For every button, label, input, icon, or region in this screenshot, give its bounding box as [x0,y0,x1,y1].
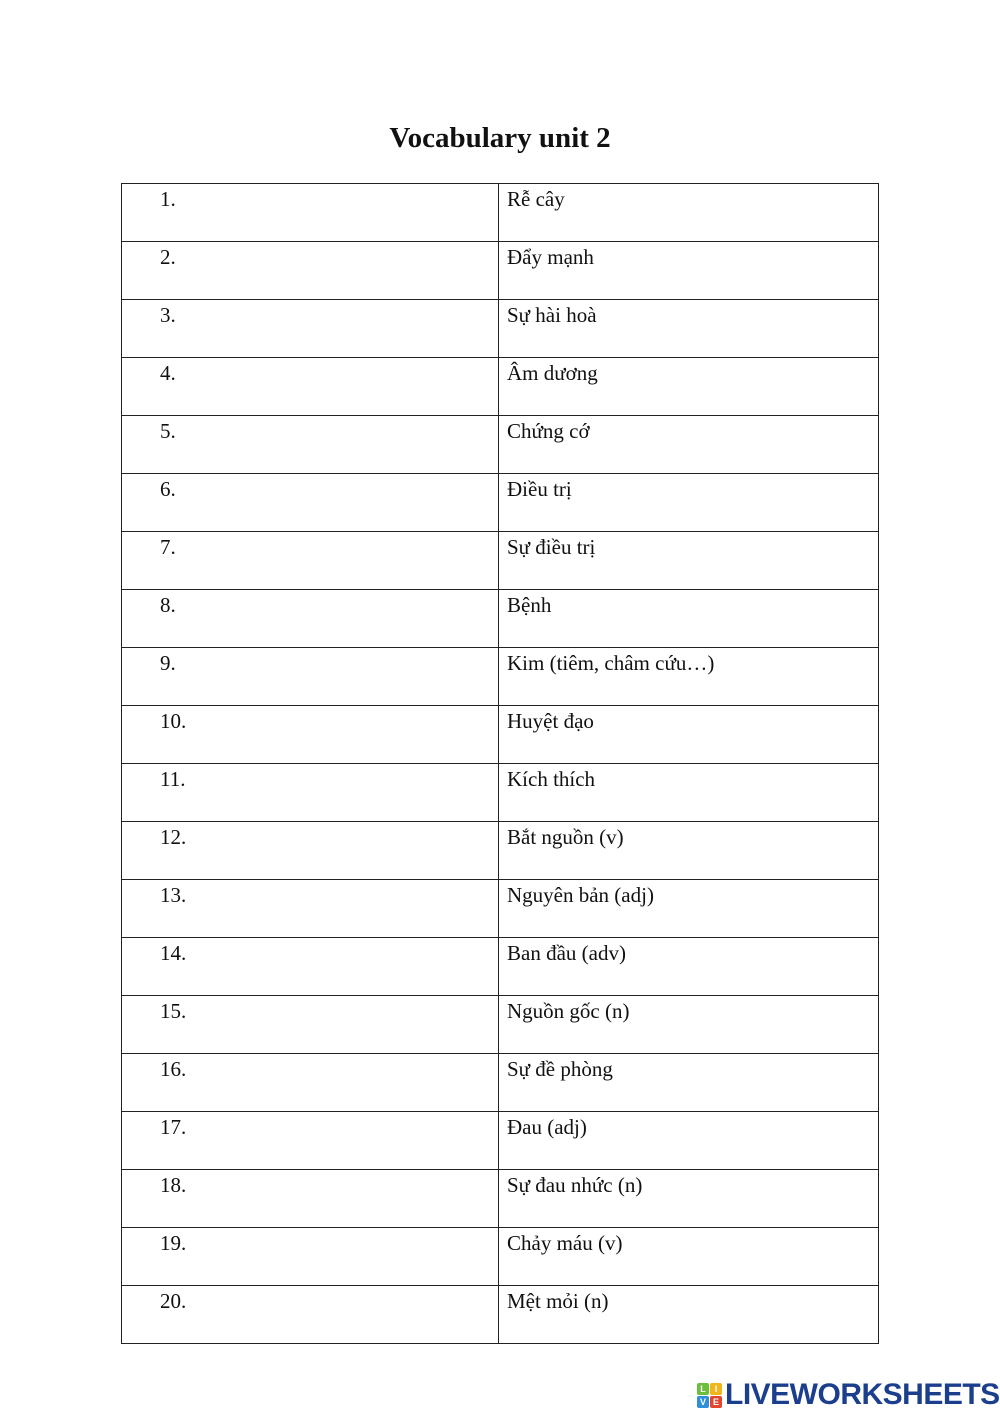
answer-cell[interactable] [122,880,499,938]
vietnamese-term: Đau (adj) [499,1112,879,1170]
row-number: 20. [160,1289,187,1313]
vietnamese-term: Bắt nguồn (v) [499,822,879,880]
row-number: 10. [160,709,187,733]
table-row [122,416,879,474]
vietnamese-term: Kim (tiêm, châm cứu…) [499,648,879,706]
row-number: 18. [160,1173,187,1197]
vietnamese-term: Sự điều trị [499,532,879,590]
answer-cell[interactable] [122,300,499,358]
row-number: 15. [160,999,187,1023]
table-row [122,880,879,938]
answer-cell[interactable] [122,474,499,532]
logo-cube-e: E [710,1396,722,1408]
table-row [122,532,879,590]
vietnamese-term: Sự hài hoà [499,300,879,358]
table-row [122,242,879,300]
row-number: 12. [160,825,187,849]
table-row [122,938,879,996]
table-row [122,358,879,416]
logo-cube-i: I [710,1383,722,1395]
table-row [122,184,879,242]
answer-cell[interactable] [122,1286,499,1344]
answer-cell[interactable] [122,822,499,880]
answer-cell[interactable] [122,1054,499,1112]
answer-cell[interactable] [122,764,499,822]
answer-cell[interactable] [122,648,499,706]
row-number: 8. [160,593,176,617]
answer-cell[interactable] [122,706,499,764]
logo-cube-icon [697,1383,722,1408]
row-number: 9. [160,651,176,675]
vietnamese-term: Sự đau nhức (n) [499,1170,879,1228]
table-row [122,474,879,532]
table-row [122,1286,879,1344]
table-row [122,1054,879,1112]
vocabulary-table [121,183,879,1344]
vietnamese-term: Mệt mỏi (n) [499,1286,879,1344]
row-number: 11. [160,767,186,791]
table-row [122,996,879,1054]
vietnamese-term: Đẩy mạnh [499,242,879,300]
page-title: Vocabulary unit 2 [389,122,611,154]
table-row [122,1228,879,1286]
vietnamese-term: Điều trị [499,474,879,532]
vietnamese-term: Bệnh [499,590,879,648]
row-number: 14. [160,941,187,965]
row-number: 7. [160,535,176,559]
row-number: 13. [160,883,187,907]
vietnamese-term: Chảy máu (v) [499,1228,879,1286]
table-row [122,822,879,880]
row-number: 19. [160,1231,187,1255]
vietnamese-term: Ban đầu (adv) [499,938,879,996]
table-row [122,300,879,358]
answer-cell[interactable] [122,1170,499,1228]
answer-cell[interactable] [122,358,499,416]
row-number: 1. [160,187,176,211]
answer-cell[interactable] [122,242,499,300]
vietnamese-term: Nguồn gốc (n) [499,996,879,1054]
table-row [122,764,879,822]
vietnamese-term: Kích thích [499,764,879,822]
logo-cube-l: L [697,1383,709,1395]
table-row [122,1170,879,1228]
table-row [122,1112,879,1170]
row-number: 17. [160,1115,187,1139]
answer-cell[interactable] [122,996,499,1054]
logo-text: LIVEWORKSHEETS [725,1378,1000,1411]
vietnamese-term: Rễ cây [499,184,879,242]
row-number: 5. [160,419,176,443]
row-number: 3. [160,303,176,327]
row-number: 2. [160,245,176,269]
vietnamese-term: Sự đề phòng [499,1054,879,1112]
vietnamese-term: Nguyên bản (adj) [499,880,879,938]
answer-cell[interactable] [122,1112,499,1170]
vietnamese-term: Chứng cớ [499,416,879,474]
answer-cell[interactable] [122,938,499,996]
answer-cell[interactable] [122,416,499,474]
answer-cell[interactable] [122,184,499,242]
row-number: 6. [160,477,176,501]
table-row [122,706,879,764]
table-row [122,590,879,648]
row-number: 16. [160,1057,187,1081]
vietnamese-term: Huyệt đạo [499,706,879,764]
vietnamese-term: Âm dương [499,358,879,416]
table-row [122,648,879,706]
row-number: 4. [160,361,176,385]
liveworksheets-logo [697,1378,1000,1412]
answer-cell[interactable] [122,532,499,590]
logo-cube-v: V [697,1396,709,1408]
answer-cell[interactable] [122,590,499,648]
answer-cell[interactable] [122,1228,499,1286]
